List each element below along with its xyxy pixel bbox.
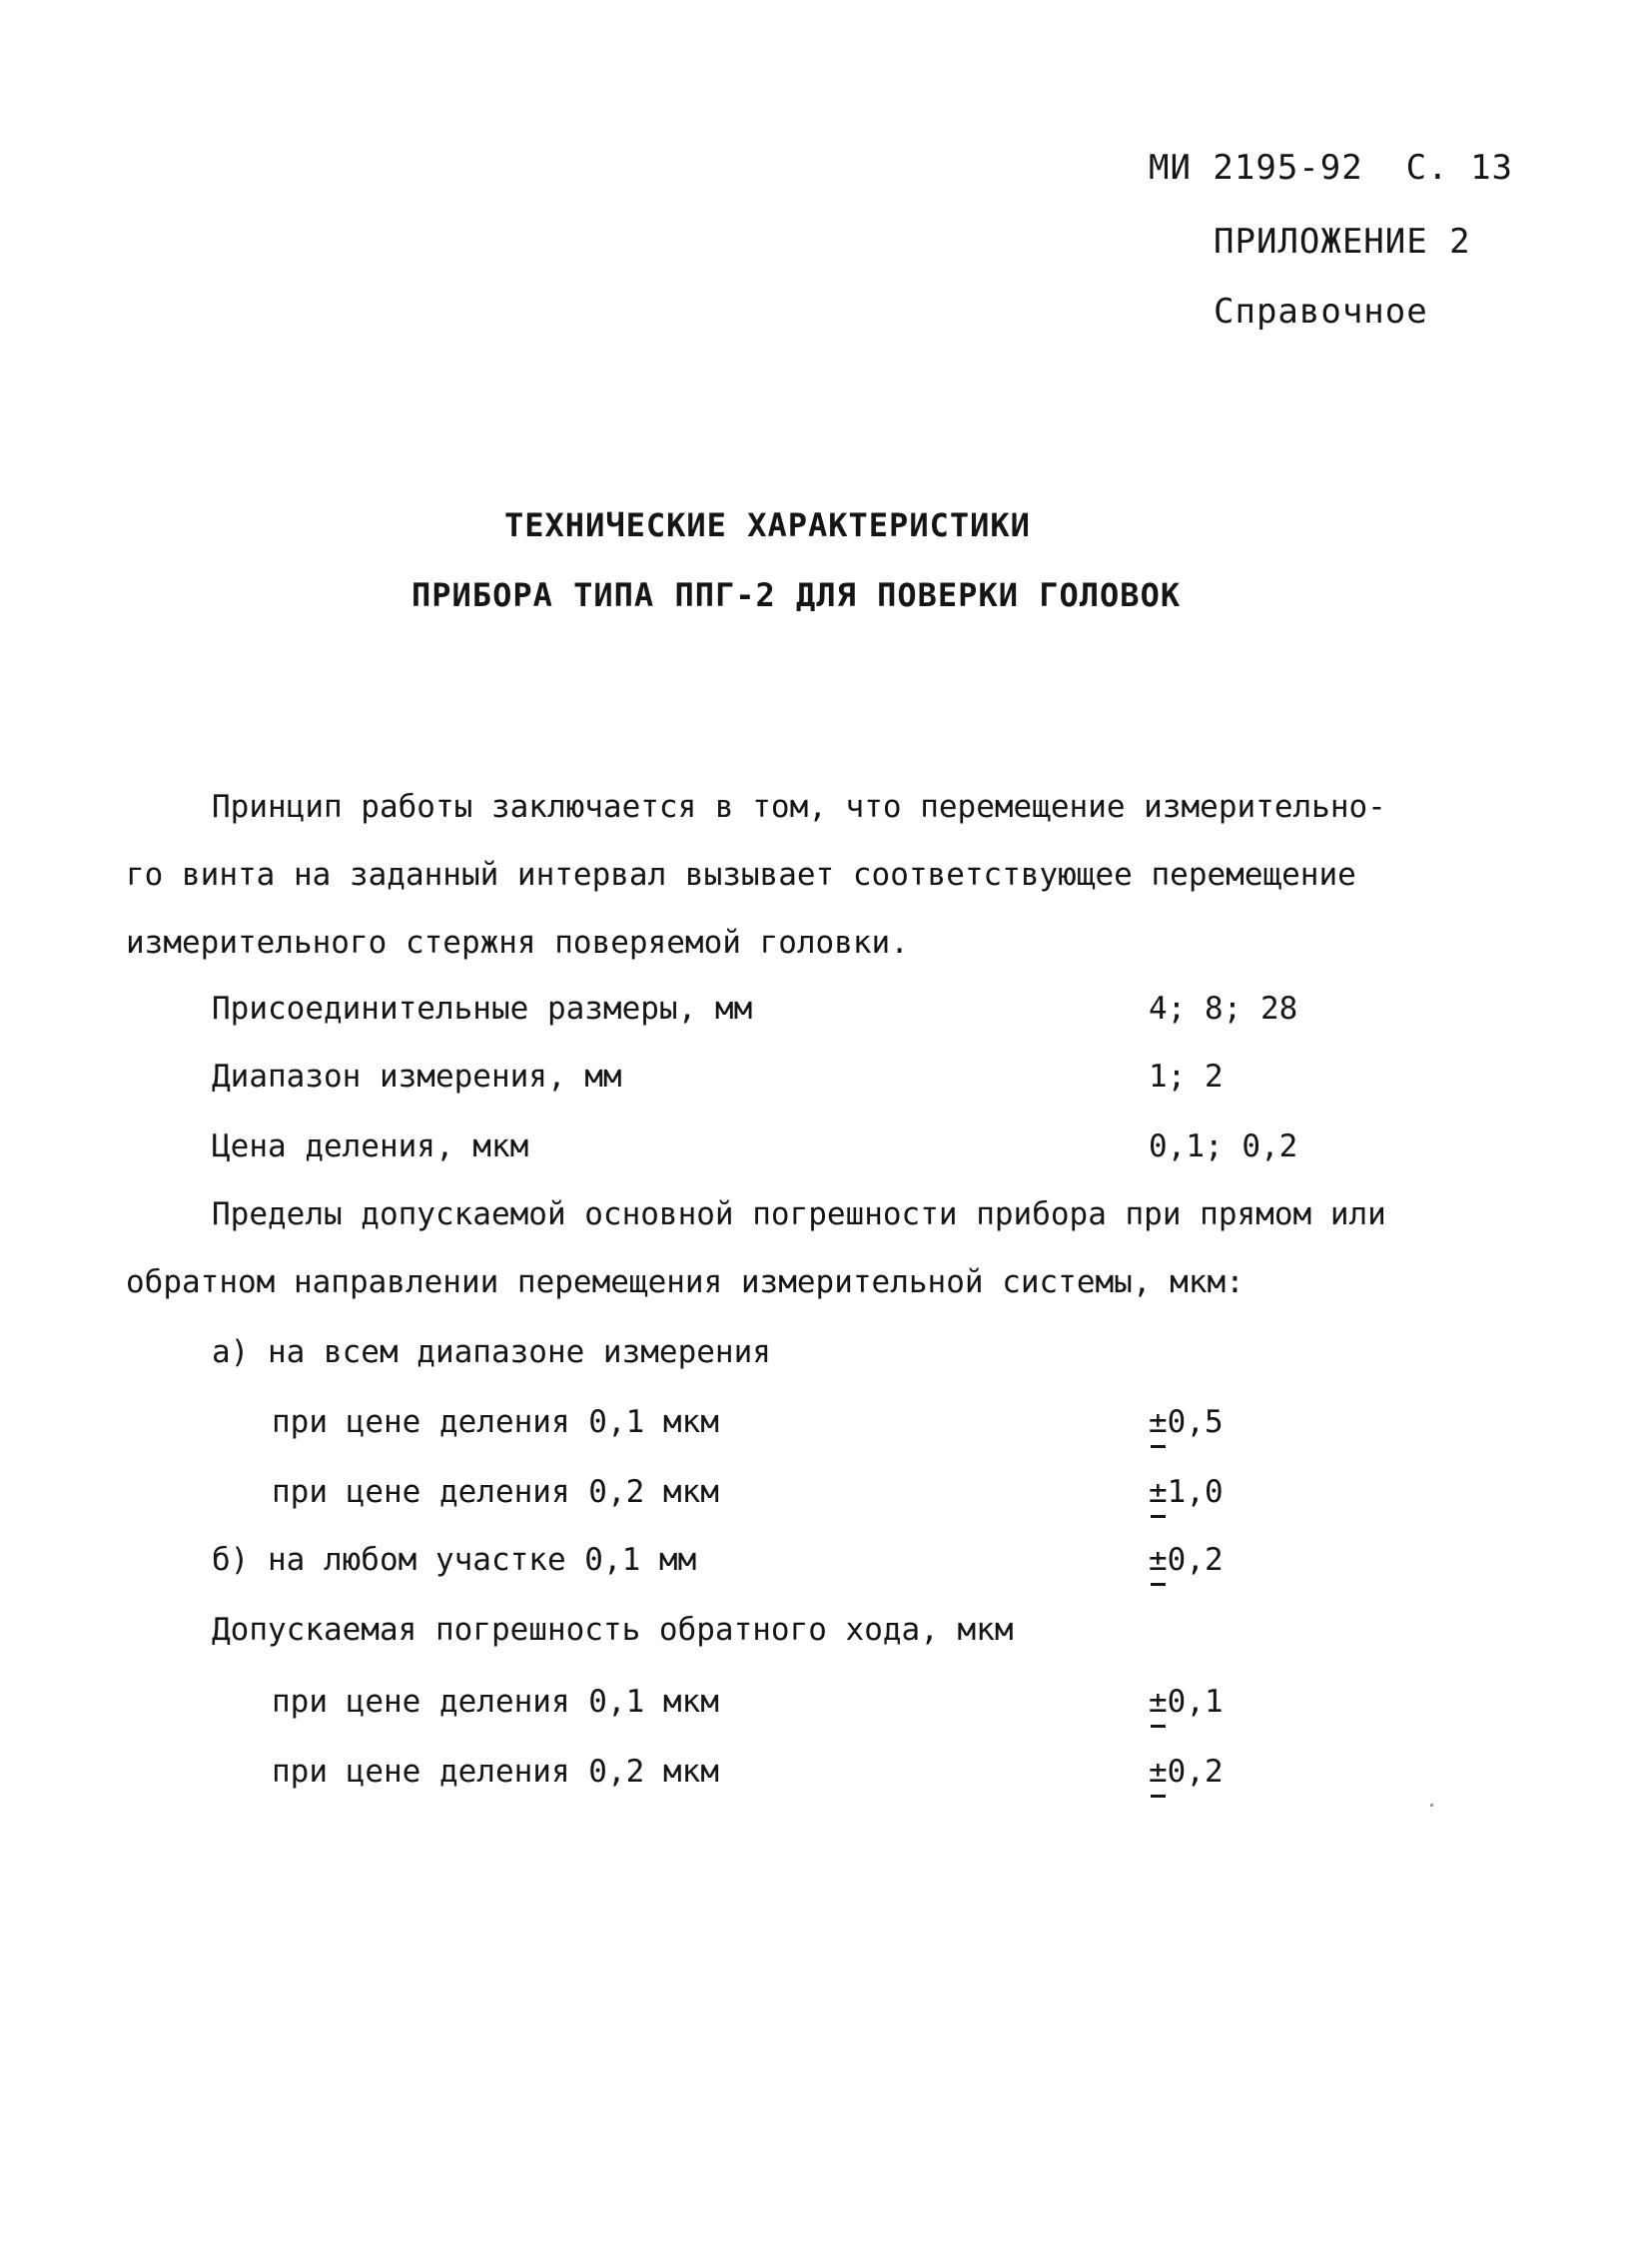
item-a-label: а) на всем диапазоне измерения bbox=[212, 1334, 771, 1370]
spec-label: Диапазон измерения, мм bbox=[212, 1059, 622, 1095]
plus-minus-sign: ± bbox=[1149, 1474, 1168, 1510]
spec-value: 1; 2 bbox=[1149, 1059, 1224, 1095]
spec-label: Цена деления, мкм bbox=[212, 1128, 529, 1164]
backlash-row-value bbox=[1149, 1752, 1224, 1792]
backlash-row-label: при цене деления 0,1 мкм bbox=[272, 1684, 719, 1720]
item-a-row-label: при цене деления 0,1 мкм bbox=[272, 1404, 719, 1440]
item-a-row-label: при цене деления 0,2 мкм bbox=[272, 1474, 719, 1510]
reference-type: Справочное bbox=[1214, 292, 1428, 332]
tolerance-value: 0,2 bbox=[1167, 1754, 1224, 1790]
title-line-1: ТЕХНИЧЕСКИЕ ХАРАКТЕРИСТИКИ bbox=[504, 506, 1031, 544]
item-a-row-value bbox=[1149, 1472, 1224, 1512]
item-b-value bbox=[1149, 1540, 1224, 1580]
spec-value: 4; 8; 28 bbox=[1149, 991, 1298, 1027]
plus-minus-sign: ± bbox=[1149, 1684, 1168, 1720]
limits-line-1: Пределы допускаемой основной погрешности прибора при прямом или bbox=[212, 1196, 1386, 1232]
tolerance-value: 0,2 bbox=[1167, 1542, 1224, 1578]
tolerance-value: 1,0 bbox=[1167, 1474, 1224, 1510]
item-b-label: б) на любом участке 0,1 мм bbox=[212, 1542, 697, 1578]
scan-speck bbox=[1430, 1804, 1433, 1807]
title-line-2: ПРИБОРА ТИПА ППГ-2 ДЛЯ ПОВЕРКИ ГОЛОВОК bbox=[412, 576, 1182, 614]
backlash-row-label: при цене деления 0,2 мкм bbox=[272, 1754, 719, 1790]
doc-number: МИ 2195-92 bbox=[1149, 148, 1363, 188]
spec-value: 0,1; 0,2 bbox=[1149, 1128, 1298, 1164]
intro-line-2: го винта на заданный интервал вызывает соответствующее перемещение bbox=[126, 857, 1356, 893]
plus-minus-sign: ± bbox=[1149, 1754, 1168, 1790]
backlash-label: Допускаемая погрешность обратного хода, мкм bbox=[212, 1612, 1014, 1648]
plus-minus-sign: ± bbox=[1149, 1542, 1168, 1578]
plus-minus-sign: ± bbox=[1149, 1404, 1168, 1440]
intro-line-3: измерительного стержня поверяемой головки. bbox=[126, 925, 909, 961]
spec-label: Присоединительные размеры, мм bbox=[212, 991, 753, 1027]
appendix-label: ПРИЛОЖЕНИЕ 2 bbox=[1214, 222, 1471, 262]
page-number: С. 13 bbox=[1405, 148, 1514, 188]
tolerance-value: 0,1 bbox=[1167, 1684, 1224, 1720]
item-a-row-value bbox=[1149, 1402, 1224, 1442]
doc-ref bbox=[1149, 148, 1513, 188]
tolerance-value: 0,5 bbox=[1167, 1404, 1224, 1440]
limits-line-2: обратном направлении перемещения измерительной системы, мкм: bbox=[126, 1264, 1244, 1300]
backlash-row-value bbox=[1149, 1682, 1224, 1722]
intro-line-1: Принцип работы заключается в том, что перемещение измерительно- bbox=[212, 789, 1386, 825]
